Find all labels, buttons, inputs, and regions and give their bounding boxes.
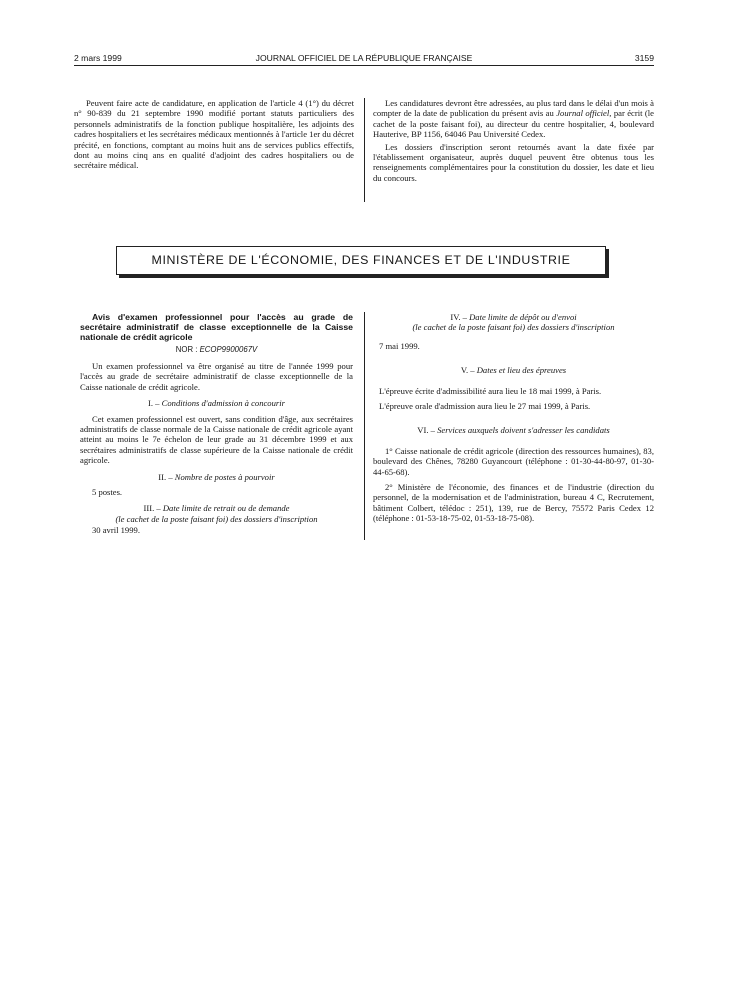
section-1-text: Cet examen professionnel est ouvert, sans condition d'âge, aux secrétaires administratifs de classe normale de la Caisse nationale de crédit agricole ayant atteint au moins le 7e échelon de leur grade au 31 décembre 1999 et aux secrétaires administratifs de classe supérieure de la Caisse nationale de crédit agricole. [80,413,353,466]
column-divider-top [364,98,365,202]
section-6-text-2: 2° Ministère de l'économie, des finances et de l'industrie (direction du personnel, de la modernisation et de l'administration, bureau 4 C, Recrutement, bâtiment Colbert, télédoc : 251), 139, rue de Bercy, 75572 Paris Cedex 12 (téléphone : 01-53-18-75-02, 01-53-18-75-08). [373,482,654,524]
section-6-heading [373,425,654,435]
top-right-column [373,98,654,185]
section-5-text-1: L'épreuve écrite d'admissibilité aura lieu le 18 mai 1999, à Paris. [379,385,602,396]
text-span: Les candidatures devront être adressées, au plus tard dans le délai d'un mois à compter de la date de publication du présent avis au [373,98,654,119]
section-number: V. – [460,365,477,376]
section-1-heading [80,398,353,408]
section-number: VI. – [417,425,438,436]
section-2-heading [80,472,353,482]
section-5-text-2: L'épreuve orale d'admission aura lieu le 27 mai 1999, à Paris. [379,401,591,412]
section-2-text: 5 postes. [92,487,123,498]
section-3-text: 30 avril 1999. [92,525,140,536]
section-title: Services auxquels doivent s'adresser les candidats [437,425,610,436]
section-5-heading [373,365,654,375]
nor-reference [80,345,353,355]
top-right-paragraph-1 [373,98,654,140]
nor-value: ECOP9900067V [199,344,258,354]
section-title-line-2: (le cachet de la poste faisant foi) des dossiers d'inscription [412,322,615,333]
column-divider-avis [364,312,365,540]
section-4-heading [373,312,654,333]
text-span: , par écrit (le cachet de la poste faisant foi), au directeur du centre hospitalier, 4, boulevard Hauterive, BP 1156, 64046 Pau Université Cedex. [373,108,654,140]
section-number: IV. – [450,312,470,322]
top-left-paragraph: Peuvent faire acte de candidature, en application de l'article 4 (1°) du décret n° 90-839 du 21 septembre 1990 modifié portant statuts particuliers des personnels administratifs de la fonction publique hospitalière, les adjoints des cadres hospitaliers et les secrétaires médicaux mentionnés à l'article 1er du décret précité, en fonctions, comptant au moins huit ans de services publics effectifs, dont au moins cinq ans en qualité d'adjoint des cadres hospitaliers ou de secrétaire médical. [74,98,355,171]
section-number: III. – [143,503,163,514]
nor-label: NOR : [175,344,200,354]
top-right-paragraph-2: Les dossiers d'inscription seront retournés avant la date fixée par l'établissement organisateur, auprès duquel peuvent être obtenus tous les renseignements complémentaires pour la constitution du dossier, les date et lieu du concours. [373,141,654,183]
section-6-text-1: 1° Caisse nationale de crédit agricole (direction des ressources humaines), 83, boulevard des Chênes, 78280 Guyancourt (téléphone : 01-30-44-80-97, 01-30-44-65-68). [373,445,654,477]
header-page-number: 3159 [634,53,654,63]
header-date: 2 mars 1999 [74,53,122,63]
top-left-column [74,98,354,173]
section-number: II. – [158,471,175,482]
avis-title: Avis d'examen professionnel pour l'accès au grade de secrétaire administratif de classe exceptionnelle de la Caisse nationale de crédit agricole [80,312,353,343]
section-title: Nombre de postes à pourvoir [174,471,275,482]
section-title-line-2: (le cachet de la poste faisant foi) des dossiers d'inscription [115,513,318,524]
section-title: Date limite de dépôt ou d'envoi [469,312,577,322]
section-title: Date limite de retrait ou de demande [162,503,290,514]
avis-left-column [80,312,353,538]
section-title: Dates et lieu des épreuves [476,365,567,376]
journal-officiel-italic: Journal officiel [556,108,610,119]
header-rule [74,65,654,66]
avis-intro: Un examen professionnel va être organisé au titre de l'année 1999 pour l'accès au grade de secrétaire administratif de classe exceptionnelle de la Caisse nationale de crédit agricole. [80,361,353,392]
avis-right-column [373,312,654,526]
section-title: Conditions d'admission à concourir [161,398,285,409]
header-journal-title: JOURNAL OFFICIEL DE LA RÉPUBLIQUE FRANÇAISE [255,53,473,63]
section-3-heading [80,503,353,524]
section-number: I. – [148,398,162,409]
section-4-text: 7 mai 1999. [379,340,420,351]
ministry-heading: MINISTÈRE DE L'ÉCONOMIE, DES FINANCES ET DE L'INDUSTRIE [116,246,606,275]
